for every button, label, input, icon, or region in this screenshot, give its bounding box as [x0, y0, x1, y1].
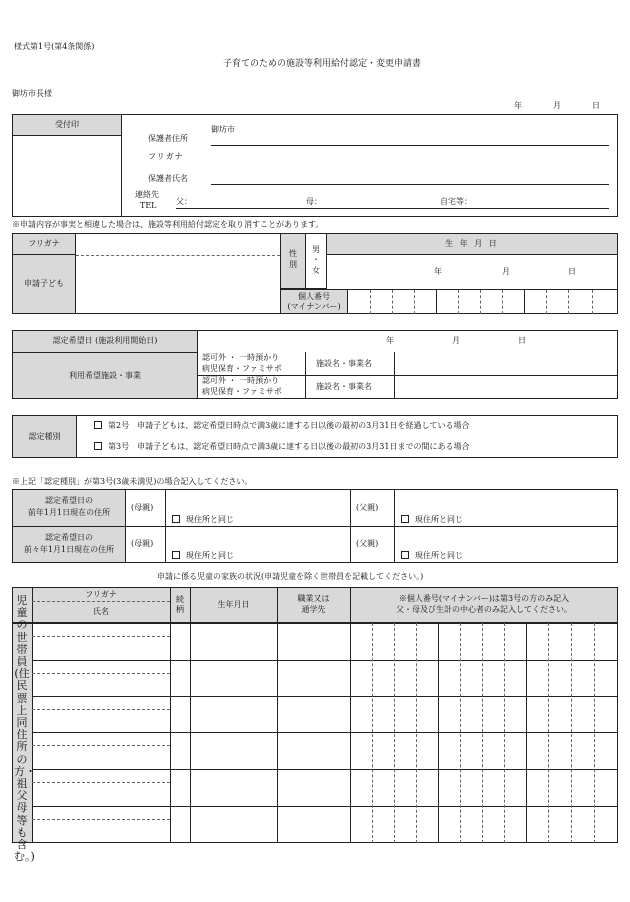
- birth-header: 生 年 月 日: [445, 239, 499, 248]
- category-2-checkbox[interactable]: [94, 421, 102, 429]
- child-label: 申請子ども: [24, 279, 64, 288]
- sex-label-1: 性: [289, 249, 297, 258]
- desired-month-label: 月: [452, 336, 460, 345]
- facility-type-2-line1[interactable]: 認可外 ・ 一時預かり: [202, 376, 280, 385]
- stamp-area[interactable]: [13, 137, 121, 216]
- category-option-3[interactable]: 第3号 申請子どもは、認定希望日時点で満3歳に達する日以後の最初の3月31日までの間にある場合: [94, 442, 469, 451]
- mother-phone-label: 母：: [306, 197, 322, 206]
- sex-female[interactable]: 女: [312, 266, 320, 275]
- address-label: 保護者住所: [148, 134, 188, 143]
- birth-day-label: 日: [568, 267, 576, 276]
- addressee: 御坊市長様: [12, 89, 52, 98]
- checkbox[interactable]: [401, 515, 409, 523]
- two-years-address-label-1: 認定希望日の: [45, 533, 93, 542]
- job-header-2: 通学先: [301, 605, 326, 614]
- stamp-label: 受付印: [55, 120, 79, 129]
- facility-type-1-line2[interactable]: 病児保育・ファミサポ: [202, 364, 282, 373]
- row2-mother-same[interactable]: 現住所と同じ: [172, 551, 234, 560]
- category-label: 認定種別: [28, 432, 61, 441]
- family-side-label: 児童の世帯員(住民票上同住所の方・祖父母等も含む。): [14, 594, 36, 864]
- form-number: 様式第1号(第4条関係): [14, 42, 95, 51]
- child-mynumber-label-1: 個人番号: [298, 292, 330, 301]
- checkbox[interactable]: [172, 551, 180, 559]
- address-history-note: ※上記「認定種別」が第3号(3歳未満児)の場合記入してください。: [12, 477, 253, 486]
- checkbox[interactable]: [172, 515, 180, 523]
- address-value: 御坊市: [211, 125, 235, 134]
- date-month-label: 月: [553, 101, 561, 110]
- row2-father-label: (父親): [356, 539, 379, 548]
- desired-day-label: 日: [518, 336, 526, 345]
- family-row[interactable]: [33, 624, 617, 659]
- father-phone-label: 父：: [176, 197, 192, 206]
- family-name-header: 氏名: [93, 607, 109, 616]
- facility-type-2-line2[interactable]: 病児保育・ファミサポ: [202, 387, 282, 396]
- desired-date-label: 認定希望日 (施設利用開始日): [52, 336, 158, 345]
- facility-label: 利用希望施設・事業: [69, 371, 141, 380]
- family-row[interactable]: [33, 697, 617, 731]
- birth-year-label: 年: [434, 267, 442, 276]
- row2-father-same[interactable]: 現住所と同じ: [401, 551, 463, 560]
- child-mynumber-input[interactable]: [349, 290, 617, 313]
- category-3-checkbox[interactable]: [94, 442, 102, 450]
- facility-name-input-2[interactable]: [395, 376, 617, 398]
- address-input-line[interactable]: [211, 145, 609, 146]
- child-furigana-input[interactable]: [77, 234, 279, 254]
- family-furigana-header: フリガナ: [85, 590, 117, 599]
- relation-header-2: 柄: [176, 605, 184, 614]
- row1-father-same[interactable]: 現住所と同じ: [401, 515, 463, 524]
- checkbox[interactable]: [401, 551, 409, 559]
- furigana-label: フリガナ: [148, 152, 184, 161]
- family-birth-header: 生年月日: [217, 600, 250, 609]
- two-years-address-label-2: 前々年1月1日現在の住所: [23, 545, 115, 554]
- facility-name-input-1[interactable]: [395, 353, 617, 374]
- row1-mother-same[interactable]: 現住所と同じ: [172, 515, 234, 524]
- tel-label: TEL: [140, 201, 157, 210]
- child-mynumber-label-2: (マイナンバー): [287, 302, 341, 311]
- family-row[interactable]: [33, 733, 617, 768]
- sex-label-2: 別: [289, 260, 297, 269]
- relation-header-1: 続: [176, 595, 184, 604]
- prev-year-address-label-1: 認定希望日の: [45, 496, 93, 505]
- family-mynumber-note-2: 父・母及び生計の中心者のみ記入してください。: [396, 605, 572, 614]
- contact-label: 連絡先: [135, 190, 159, 199]
- guardian-name-input-line[interactable]: [211, 184, 609, 185]
- job-header-1: 職業又は: [297, 594, 330, 603]
- child-furigana-label: フリガナ: [28, 239, 60, 248]
- notice-text: ※申請内容が事実と相違した場合は、施設等利用給付認定を取り消すことがあります。: [12, 220, 324, 229]
- date-year-label: 年: [514, 101, 522, 110]
- category-option-2[interactable]: 第2号 申請子どもは、認定希望日時点で満3歳に達する日以後の最初の3月31日を経過している場合: [94, 421, 469, 430]
- facility-type-1-line1[interactable]: 認可外 ・ 一時預かり: [202, 353, 280, 362]
- birth-month-label: 月: [502, 267, 510, 276]
- sex-dot: ・: [312, 255, 320, 264]
- phone-input-line[interactable]: [176, 208, 609, 209]
- facility-name-label-2: 施設名・事業名: [316, 382, 372, 391]
- family-row[interactable]: [33, 807, 617, 842]
- facility-name-label-1: 施設名・事業名: [316, 359, 372, 368]
- date-day-label: 日: [592, 101, 600, 110]
- family-section-title: 申請に係る児童の家族の状況(申請児童を除く世帯員を記載してください。): [157, 572, 424, 581]
- family-row[interactable]: [33, 770, 617, 805]
- desired-year-label: 年: [386, 336, 394, 345]
- prev-year-address-label-2: 前年1月1日現在の住所: [27, 508, 111, 517]
- guardian-name-label: 保護者氏名: [148, 174, 188, 183]
- home-phone-label: 自宅等：: [440, 197, 472, 206]
- row1-mother-label: (母親): [131, 503, 154, 512]
- family-row[interactable]: [33, 661, 617, 695]
- child-name-input[interactable]: [77, 256, 279, 313]
- family-mynumber-note-1: ※個人番号(マイナンバー)は第3号の方のみ記入: [398, 594, 570, 603]
- row2-mother-label: (母親): [131, 539, 154, 548]
- sex-male[interactable]: 男: [312, 245, 320, 254]
- desired-date-input[interactable]: [199, 331, 617, 352]
- row1-father-label: (父親): [356, 503, 379, 512]
- form-title: 子育てのための施設等利用給付認定・変更申請書: [223, 59, 422, 69]
